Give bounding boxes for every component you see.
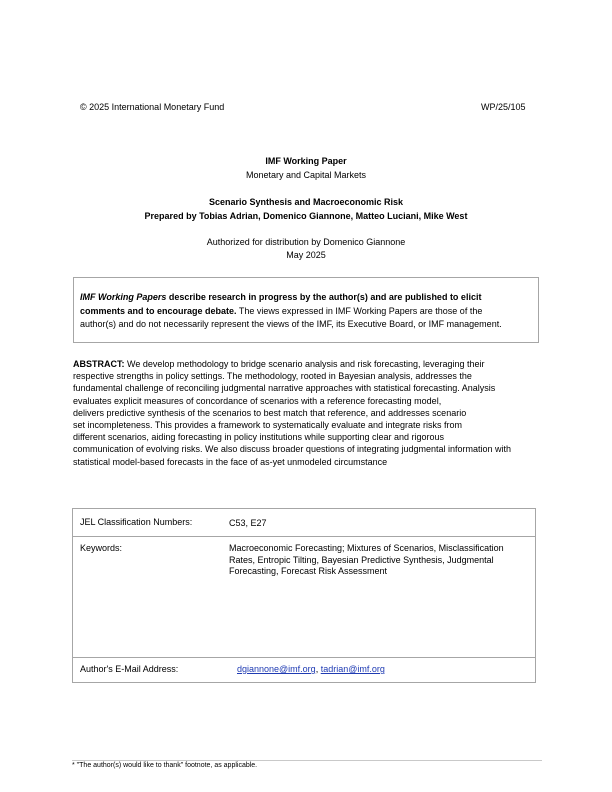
disclaimer-bold-2: comments and to encourage debate. [80,305,237,316]
email-label: Author's E-Mail Address: [80,664,179,674]
abstract-label: ABSTRACT: [73,359,125,369]
abstract-line: statistical model-based forecasts in the face of as-yet unmodeled circumstance [73,456,388,467]
disclaimer-plain-2: author(s) and do not necessarily represent the views of the IMF, its Executive Board, or IMF management. [80,319,502,329]
abstract-line: fundamental challenge of reconciling judgmental narrative approaches with statistical forecasting. Analysis [73,383,496,394]
keywords-value [229,543,504,578]
authorized-line: Authorized for distribution by Domenico Giannone [206,237,406,247]
abstract-line [73,358,543,370]
footnote: * "The author(s) would like to thank" footnote, as applicable. [72,762,258,769]
paper-number: WP/25/105 [481,102,526,112]
abstract-line: evaluates explicit measures of concordance of scenarios with a reference forecasting model, [73,395,442,406]
email-link-giannone[interactable]: dgiannone@imf.org [237,664,316,674]
paper-title: Scenario Synthesis and Macroeconomic Risk [208,197,404,207]
keywords-label: Keywords: [80,543,123,553]
table-divider [72,657,536,658]
email-value [237,664,385,676]
keywords-line: Rates, Entropic Tilting, Bayesian Predictive Synthesis, Judgmental [229,554,494,565]
abstract-line: different scenarios, aiding forecasting in policy institutions while supporting clear and rigorous [73,432,445,443]
abstract-line: delivers predictive synthesis of the scenarios to best match that reference, and addresses scenario [73,407,467,418]
series-title: IMF Working Paper [265,156,347,166]
table-divider [72,536,536,537]
disclaimer-text [80,291,535,332]
disclaimer-bold-1: describe research in progress by the author(s) and are published to elicit [166,292,482,302]
email-separator: , [315,664,321,674]
keywords-line: Forecasting, Forecast Risk Assessment [229,566,388,576]
abstract-line: communication of evolving risks. We also discuss broader questions of integrating judgmental information with [73,444,512,455]
abstract-line: respective strengths in policy settings. The methodology, rooted in Bayesian analysis, addresses the [73,371,472,382]
abstract-line-text: We develop methodology to bridge scenario analysis and risk forecasting, leveraging their [124,359,485,369]
abstract [73,358,543,468]
keywords-line: Macroeconomic Forecasting; Mixtures of Scenarios, Misclassification [229,543,504,553]
jel-value: C53, E27 [229,518,267,528]
email-link-adrian[interactable]: tadrian@imf.org [320,664,385,674]
authors-line: Prepared by Tobias Adrian, Domenico Giannone, Matteo Luciani, Mike West [144,211,468,221]
jel-label: JEL Classification Numbers: [80,517,193,527]
abstract-line: set incompleteness. This provides a framework to systematically evaluate and integrate risks from [73,420,462,431]
disclaimer-plain-1: The views expressed in IMF Working Papers are those of the [236,305,483,316]
disclaimer-series-name: IMF Working Papers [80,292,167,302]
paper-date: May 2025 [286,250,326,260]
copyright-notice: © 2025 International Monetary Fund [80,102,225,112]
department: Monetary and Capital Markets [245,170,367,180]
